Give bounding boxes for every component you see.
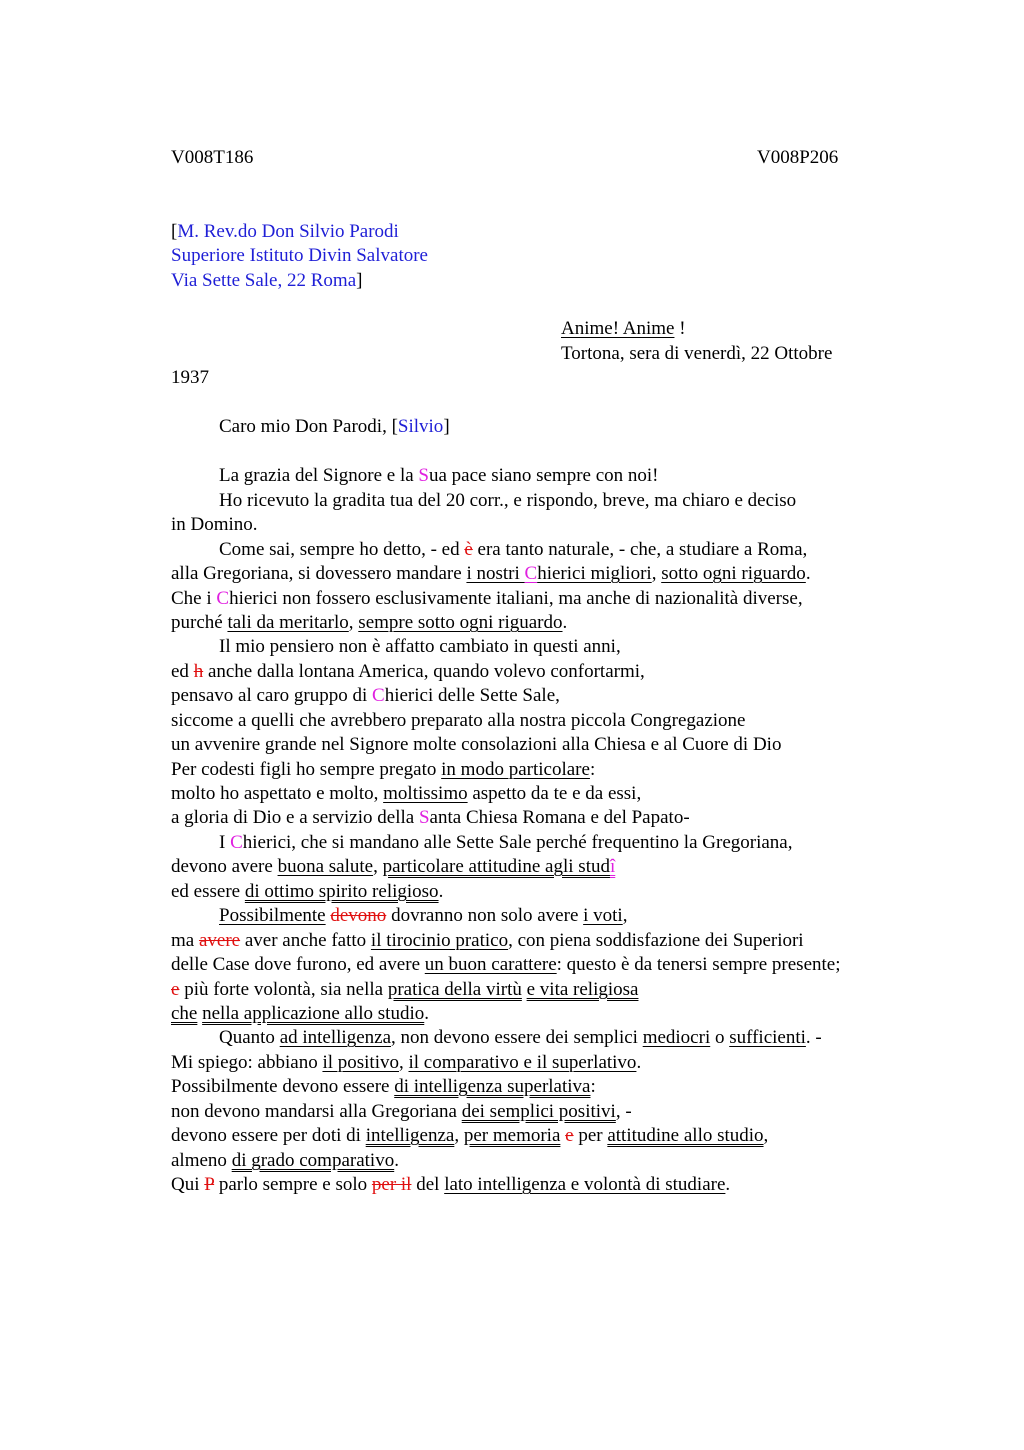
text-run: Ho ricevuto la gradita tua del 20 corr., e rispondo, breve, ma chiaro e deciso [219,490,797,511]
text-run: Qui [171,1174,205,1195]
underlined-text: Possibilmente [219,905,326,926]
text-run: hierici delle Sette Sale, [384,685,560,706]
underlined-text: il tirocinio pratico [370,930,509,951]
text-run: Possibilmente devono essere [171,1076,395,1097]
capital-correction: C [372,685,385,706]
text-run: del [411,1174,445,1195]
text-run: . - [805,1027,822,1048]
capital-correction: S [418,465,429,486]
body-line [171,806,690,830]
deleted-text: e [565,1125,574,1146]
text-run: in Domino. [171,514,258,535]
body-line [171,1051,641,1075]
body-line [171,1075,596,1099]
body-line [171,709,745,733]
text-run: Quanto [219,1027,280,1048]
double-underlined-text: pratica della virtù [387,979,522,1000]
text-run: alla Gregoriana, si dovessero mandare [171,563,467,584]
text-run: siccome a quelli che avrebbero preparato alla nostra piccola Congregazione [171,710,746,731]
underlined-text: tali da meritarlo [227,612,349,633]
text-run: pensavo al caro gruppo di [171,685,373,706]
text-run: hierici non fossero esclusivamente italiani, ma anche di nazionalità diverse, [229,588,803,609]
place-date: Tortona, sera di venerdì, 22 Ottobre [561,343,833,364]
deleted-text: e [171,979,180,1000]
double-underlined-text: per memoria [463,1125,561,1146]
text-run: parlo sempre e solo [214,1174,372,1195]
salutation-added: Silvio [397,416,444,437]
body-line [171,953,841,977]
salutation: Caro mio Don Parodi, [Silvio] [219,416,450,437]
text-run: era tanto naturale, - che, a studiare a Roma, [472,539,808,560]
body-line [171,782,641,806]
text-run: . [562,612,568,633]
capital-correction: C [524,563,538,584]
text-run: , - [615,1101,632,1122]
double-underlined-text: che [171,1003,198,1024]
underlined-text: sufficienti [729,1027,806,1048]
deleted-text: per il [371,1174,412,1195]
double-underlined-text: attitudine allo studio [607,1125,764,1146]
underlined-text: un buon carattere [424,954,557,975]
motto-text: Anime! Anime [561,318,675,339]
underlined-text: mediocri [642,1027,711,1048]
body-line [171,855,615,879]
body-line [219,489,796,513]
body-line [171,978,638,1002]
text-run: molto ho aspettato e molto, [171,783,384,804]
text-run: purché [171,612,228,633]
text-run: , [763,1125,769,1146]
body-line [171,1124,768,1148]
text-run: : [590,1076,596,1097]
text-run: anche dalla lontana America, quando volevo confortarmi, [203,661,645,682]
text-run: , [622,905,628,926]
deleted-text: P [204,1174,215,1195]
text-run: Che i [171,588,217,609]
text-run: ma [171,930,199,951]
text-run: un avvenire grande nel Signore molte consolazioni alla Chiesa e al Cuore di Dio [171,734,782,755]
text-run: . [805,563,811,584]
underlined-text: lato intelligenza e volontà di studiare [444,1174,726,1195]
body-line [219,831,792,855]
body-line [171,587,803,611]
double-underlined-text: nella applicazione allo studio [202,1003,425,1024]
text-run: devono essere per doti di [171,1125,366,1146]
body-line [171,929,804,953]
text-run: La grazia del Signore e la [219,465,419,486]
text-run: anta Chiesa Romana e del Papato- [429,807,690,828]
text-run: aver anche fatto [240,930,371,951]
body-line [219,635,621,659]
body-line [171,562,811,586]
text-run: : questo è da tenersi sempre presente; [556,954,841,975]
text-run: aspetto da te e da essi, [467,783,642,804]
text-run: , [399,1052,409,1073]
text-run: dovranno non solo avere [386,905,584,926]
double-underlined-text: e vita religiosa [526,979,639,1000]
underlined-text: hierici migliori [537,563,652,584]
body-line [219,464,659,488]
address-line-1: [M. Rev.do Don Silvio Parodi [171,221,399,242]
underlined-text: ad intelligenza [279,1027,391,1048]
body-line [171,880,443,904]
text-run: , [348,612,359,633]
address-street: Via Sette Sale, 22 Roma [171,270,357,291]
underlined-text: sotto ogni riguardo [661,563,806,584]
text-run: . [636,1052,642,1073]
double-underlined-text: particolare attitudine agli stud [382,856,610,877]
document-code-right: V008P206 [757,147,839,168]
underlined-text: i nostri [466,563,525,584]
address-line-3: Via Sette Sale, 22 Roma] [171,270,363,291]
deleted-text: è [464,539,473,560]
underlined-text: il comparativo e il superlativo [408,1052,637,1073]
double-underlined-text: dei semplici positivi [461,1101,616,1122]
deleted-text: h [193,661,204,682]
body-line [171,660,645,684]
text-run: ua pace siano sempre con noi! [429,465,659,486]
text-run: o [710,1027,730,1048]
motto: Anime! Anime ! [561,318,686,339]
deleted-text: devono [330,905,387,926]
text-run: , non devono essere dei semplici [391,1027,643,1048]
body-line [171,1149,399,1173]
body-line [219,1026,822,1050]
body-line [171,1173,730,1197]
text-run: più forte volontà, sia nella [179,979,388,1000]
text-run: , con piena soddisfazione dei Superiori [508,930,804,951]
text-run: , [454,1125,464,1146]
text-run: ed [171,661,194,682]
capital-correction: S [418,807,430,828]
body-line [171,733,781,757]
text-run: Il mio pensiero non è affatto cambiato in questi anni, [219,636,621,657]
text-run: hierici, che si mandano alle Sette Sale perché frequentino la Gregoriana, [242,832,793,853]
text-run: a gloria di Dio e a servizio della [171,807,419,828]
text-run: Come sai, sempre ho detto, - ed [219,539,465,560]
body-line [219,538,807,562]
salutation-text: Caro mio Don Parodi, [219,416,387,437]
text-run: ed essere [171,881,245,902]
capital-correction: C [216,588,230,609]
capital-correction: C [230,832,243,853]
double-underlined-text: di ottimo spirito religioso [244,881,439,902]
double-underlined-text: intelligenza [365,1125,455,1146]
text-run: devono avere [171,856,278,877]
capital-correction: î [609,856,616,877]
body-line [171,684,560,708]
text-run: non devono mandarsi alla Gregoriana [171,1101,462,1122]
text-run: . [424,1003,429,1024]
underlined-text: buona salute [277,856,374,877]
double-underlined-text: di intelligenza superlativa [394,1076,591,1097]
year: 1937 [171,367,209,388]
text-run: . [438,881,444,902]
text-run: Mi spiego: abbiano [171,1052,323,1073]
text-run: : [589,759,596,780]
text-run: almeno [171,1150,232,1171]
body-line [219,904,627,928]
body-line [171,1002,429,1026]
text-run: , [373,856,383,877]
text-run: Per codesti figli ho sempre pregato [171,759,442,780]
body-line [171,1100,632,1124]
underlined-text: moltissimo [383,783,468,804]
underlined-text: sempre sotto ogni riguardo [358,612,563,633]
body-line [171,611,567,635]
text-run: delle Case dove furono, ed avere [171,954,425,975]
text-run: per [573,1125,608,1146]
text-run: . [725,1174,731,1195]
underlined-text: i voti [583,905,623,926]
address-name: M. Rev.do Don Silvio Parodi [177,221,399,242]
body-line [171,513,258,537]
address-line-2: Superiore Istituto Divin Salvatore [171,245,428,266]
underlined-text: il positivo [322,1052,399,1073]
deleted-text: avere [198,930,241,951]
text-run: . [394,1150,399,1171]
text-run: , [651,563,662,584]
document-code-left: V008T186 [171,147,254,168]
text-run: I [219,832,231,853]
underlined-text: in modo particolare [441,759,590,780]
body-line [171,758,595,782]
double-underlined-text: di grado comparativo [231,1150,395,1171]
